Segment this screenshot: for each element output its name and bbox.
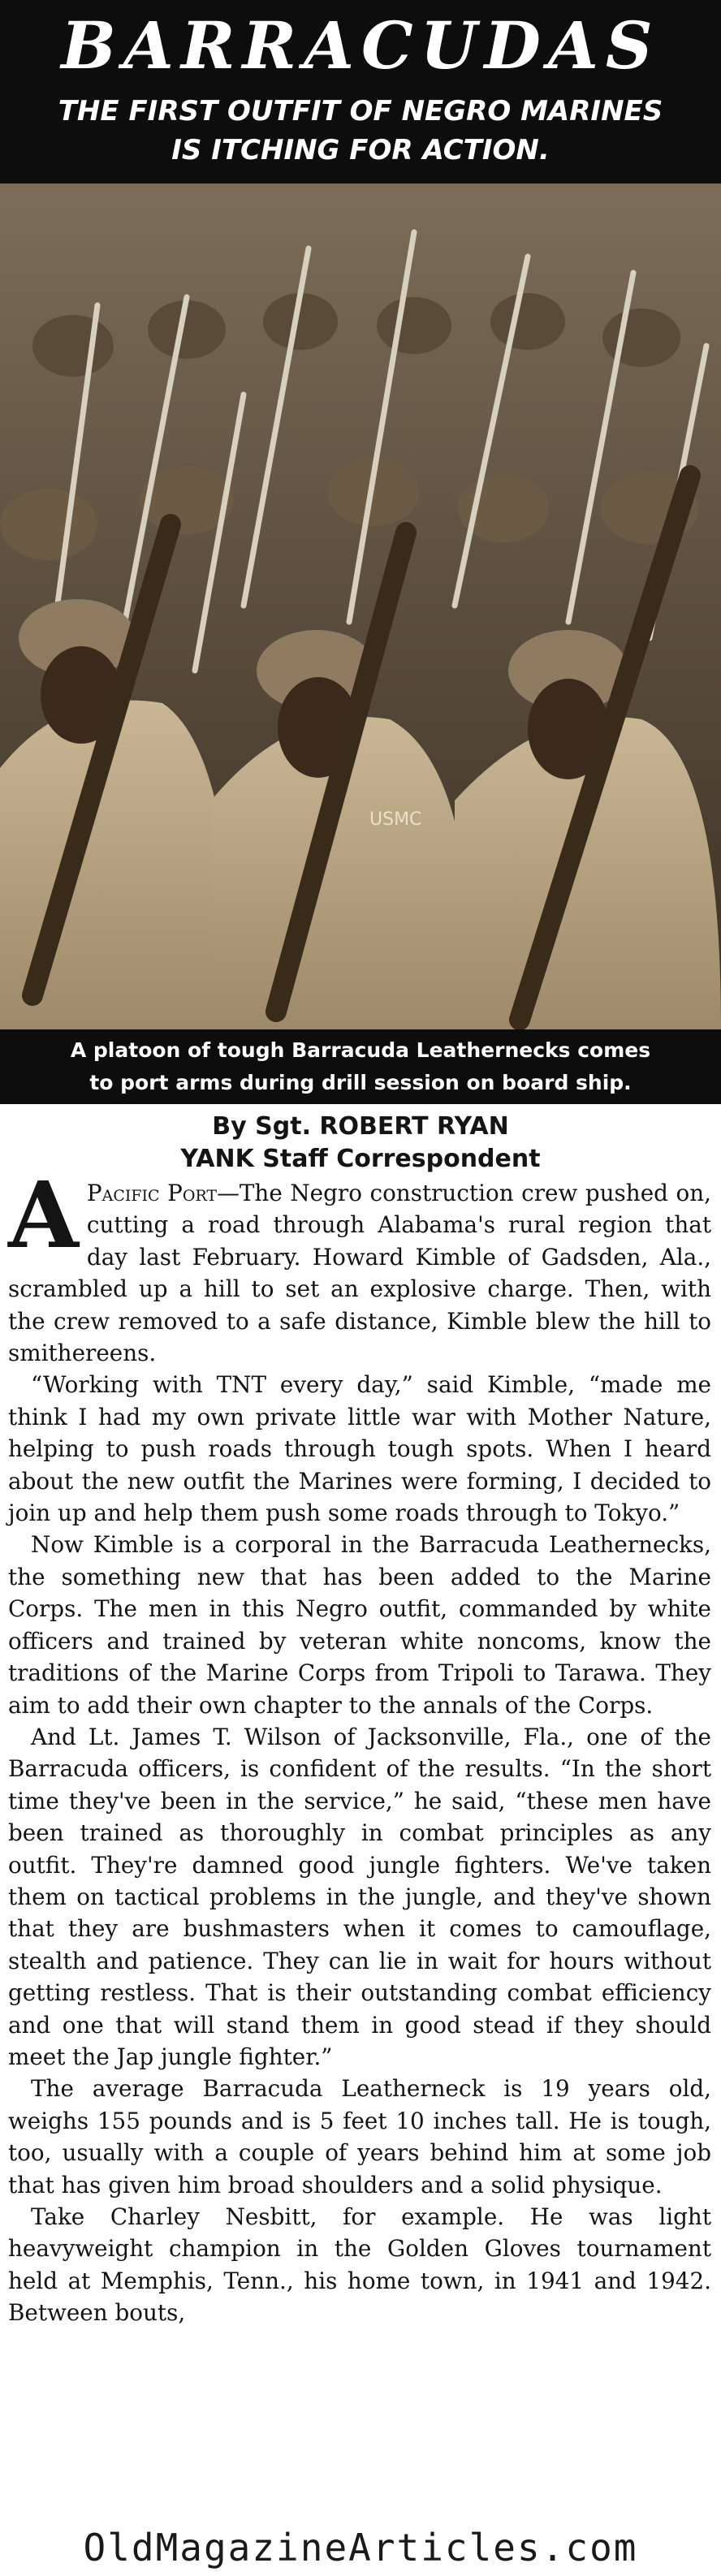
- byline-role: YANK Staff Correspondent: [180, 1145, 541, 1173]
- platoon-illustration: [0, 183, 721, 1029]
- article-paragraph-1: [8, 1163, 711, 1369]
- page-title: BARRACUDAS: [61, 7, 660, 84]
- byline: [0, 1111, 721, 1176]
- drop-cap: A: [8, 1163, 79, 1269]
- platoon-photo: [0, 183, 721, 1029]
- caption-line-2: to port arms during drill session on board ship.: [89, 1071, 632, 1094]
- article-paragraph-3: Now Kimble is a corporal in the Barracuda Leathernecks, the something new that has been added to the Marine Corps. The men in this Negro outfit, commanded by white officers and trained by veteran white noncoms, know the traditions of the Marine Corps from Tripoli to Tarawa. They aim to add their own chapter to the annals of the Corps.: [8, 1531, 711, 1719]
- subtitle-line-1: THE FIRST OUTFIT OF NEGRO MARINES: [58, 95, 663, 127]
- helmet-marking: USMC: [369, 809, 422, 830]
- paragraph-1-text: —The Negro construction crew pushed on, cutting a road through Alabama's rural region that day last February. Howard Kimble of Gadsden, Ala., scrambled up a hill to set an explosive charge. Then, with the crew removed to a safe distance, Kimble blew the hill to smithereens.: [8, 1180, 711, 1367]
- subtitle-line-2: IS ITCHING FOR ACTION.: [171, 134, 550, 166]
- article-paragraph-6: Take Charley Nesbitt, for example. He was light heavyweight champion in the Golden Gloves tournament held at Memphis, Tenn., his home town, in 1941 and 1942. Between bouts,: [8, 2203, 711, 2327]
- dateline: Pacific Port: [86, 1180, 218, 1206]
- photo-caption: [0, 1029, 721, 1104]
- caption-line-1: A platoon of tough Barracuda Leathernecks comes: [70, 1038, 651, 1062]
- article-body: [8, 1163, 711, 2329]
- article-paragraph-2: “Working with TNT every day,” said Kimble, “made me think I had my own private little war with Mother Nature, helping to push roads through tough spots. When I heard about the new outfit the Marines were forming, I decided to join up and help them push some roads through to Tokyo.”: [8, 1371, 711, 1527]
- article-paragraph-4: And Lt. James T. Wilson of Jacksonville, Fla., one of the Barracuda officers, is confident of the results. “In the short time they've been in the service,” he said, “these men have been trained as thoroughly in combat principles as any outfit. They're damned good jungle fighters. We've taken them on tactical problems in the jungle, and they've shown that they are bushmasters when it comes to camouflage, stealth and patience. They can lie in wait for hours without getting restless. That is their outstanding combat efficiency and one that will stand them in good stead if they should meet the Jap jungle fighter.”: [8, 1723, 711, 2070]
- article-paragraph-5: The average Barracuda Leatherneck is 19 years old, weighs 155 pounds and is 5 feet 10 inches tall. He is tough, too, usually with a couple of years behind him at some job that has given him broad shoulders and a solid physique.: [8, 2075, 711, 2198]
- watermark-footer: OldMagazineArticles.com: [83, 2526, 638, 2570]
- header-banner: [0, 0, 721, 183]
- byline-author: By Sgt. ROBERT RYAN: [212, 1112, 509, 1141]
